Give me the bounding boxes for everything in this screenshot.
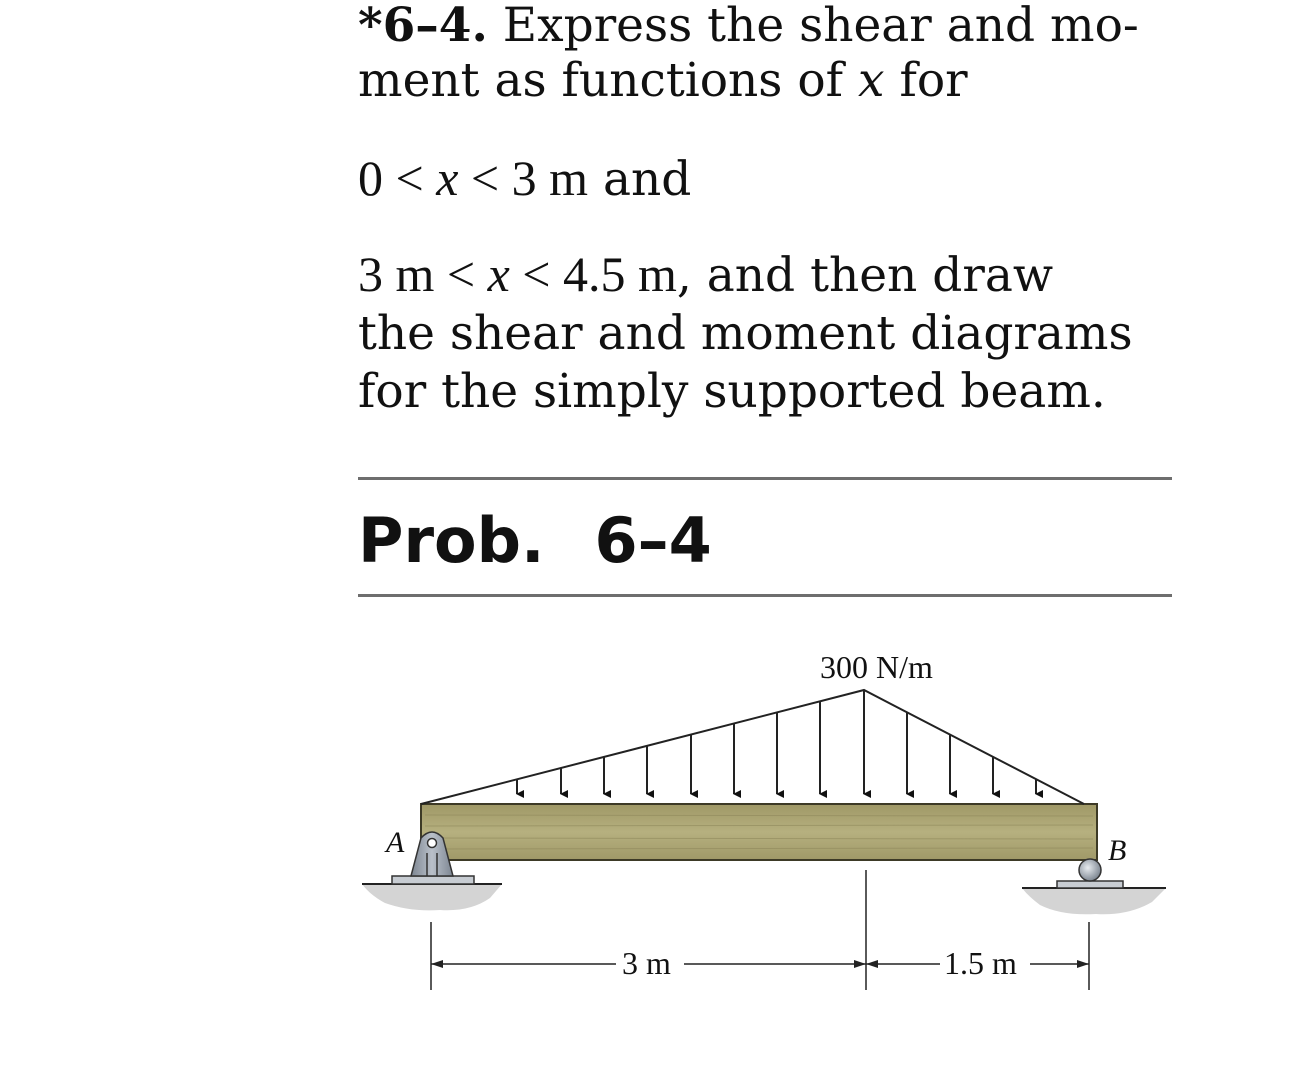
ground-right <box>1022 888 1166 914</box>
problem-number: *6–4. <box>358 0 488 53</box>
range-2-tail: , and then draw <box>676 248 1054 303</box>
range-1-upper: < 3 m <box>458 150 588 206</box>
load-arrows <box>517 701 1036 794</box>
load-label: 300 N/m <box>820 649 933 685</box>
instruction-line-2: for the simply supported beam. <box>358 364 1106 419</box>
range-1-tail: and <box>588 152 692 207</box>
caption-number: 6–4 <box>594 504 712 577</box>
intro-line-1: Express the shear and mo- <box>487 0 1139 53</box>
range-2-lower: 3 m < <box>358 246 488 302</box>
variable-x: x <box>858 53 885 108</box>
range-2-upper: < 4.5 m <box>509 246 677 302</box>
range-1-var: x <box>436 150 459 206</box>
load-triangle <box>421 690 1084 804</box>
caption-label: Prob. <box>358 504 545 577</box>
range-2-var: x <box>487 246 510 302</box>
beam <box>421 804 1097 860</box>
dim-right-label: 1.5 m <box>944 945 1017 981</box>
support-b-label: B <box>1108 834 1127 867</box>
dim-left-label: 3 m <box>622 945 671 981</box>
instruction-line-1: the shear and moment diagrams <box>358 306 1133 361</box>
intro-line-2b: for <box>884 53 968 108</box>
range-1-lower: 0 < <box>358 150 437 206</box>
intro-line-2a: ment as functions of <box>358 53 858 108</box>
ground-left <box>362 884 502 910</box>
support-a-label: A <box>386 826 405 859</box>
